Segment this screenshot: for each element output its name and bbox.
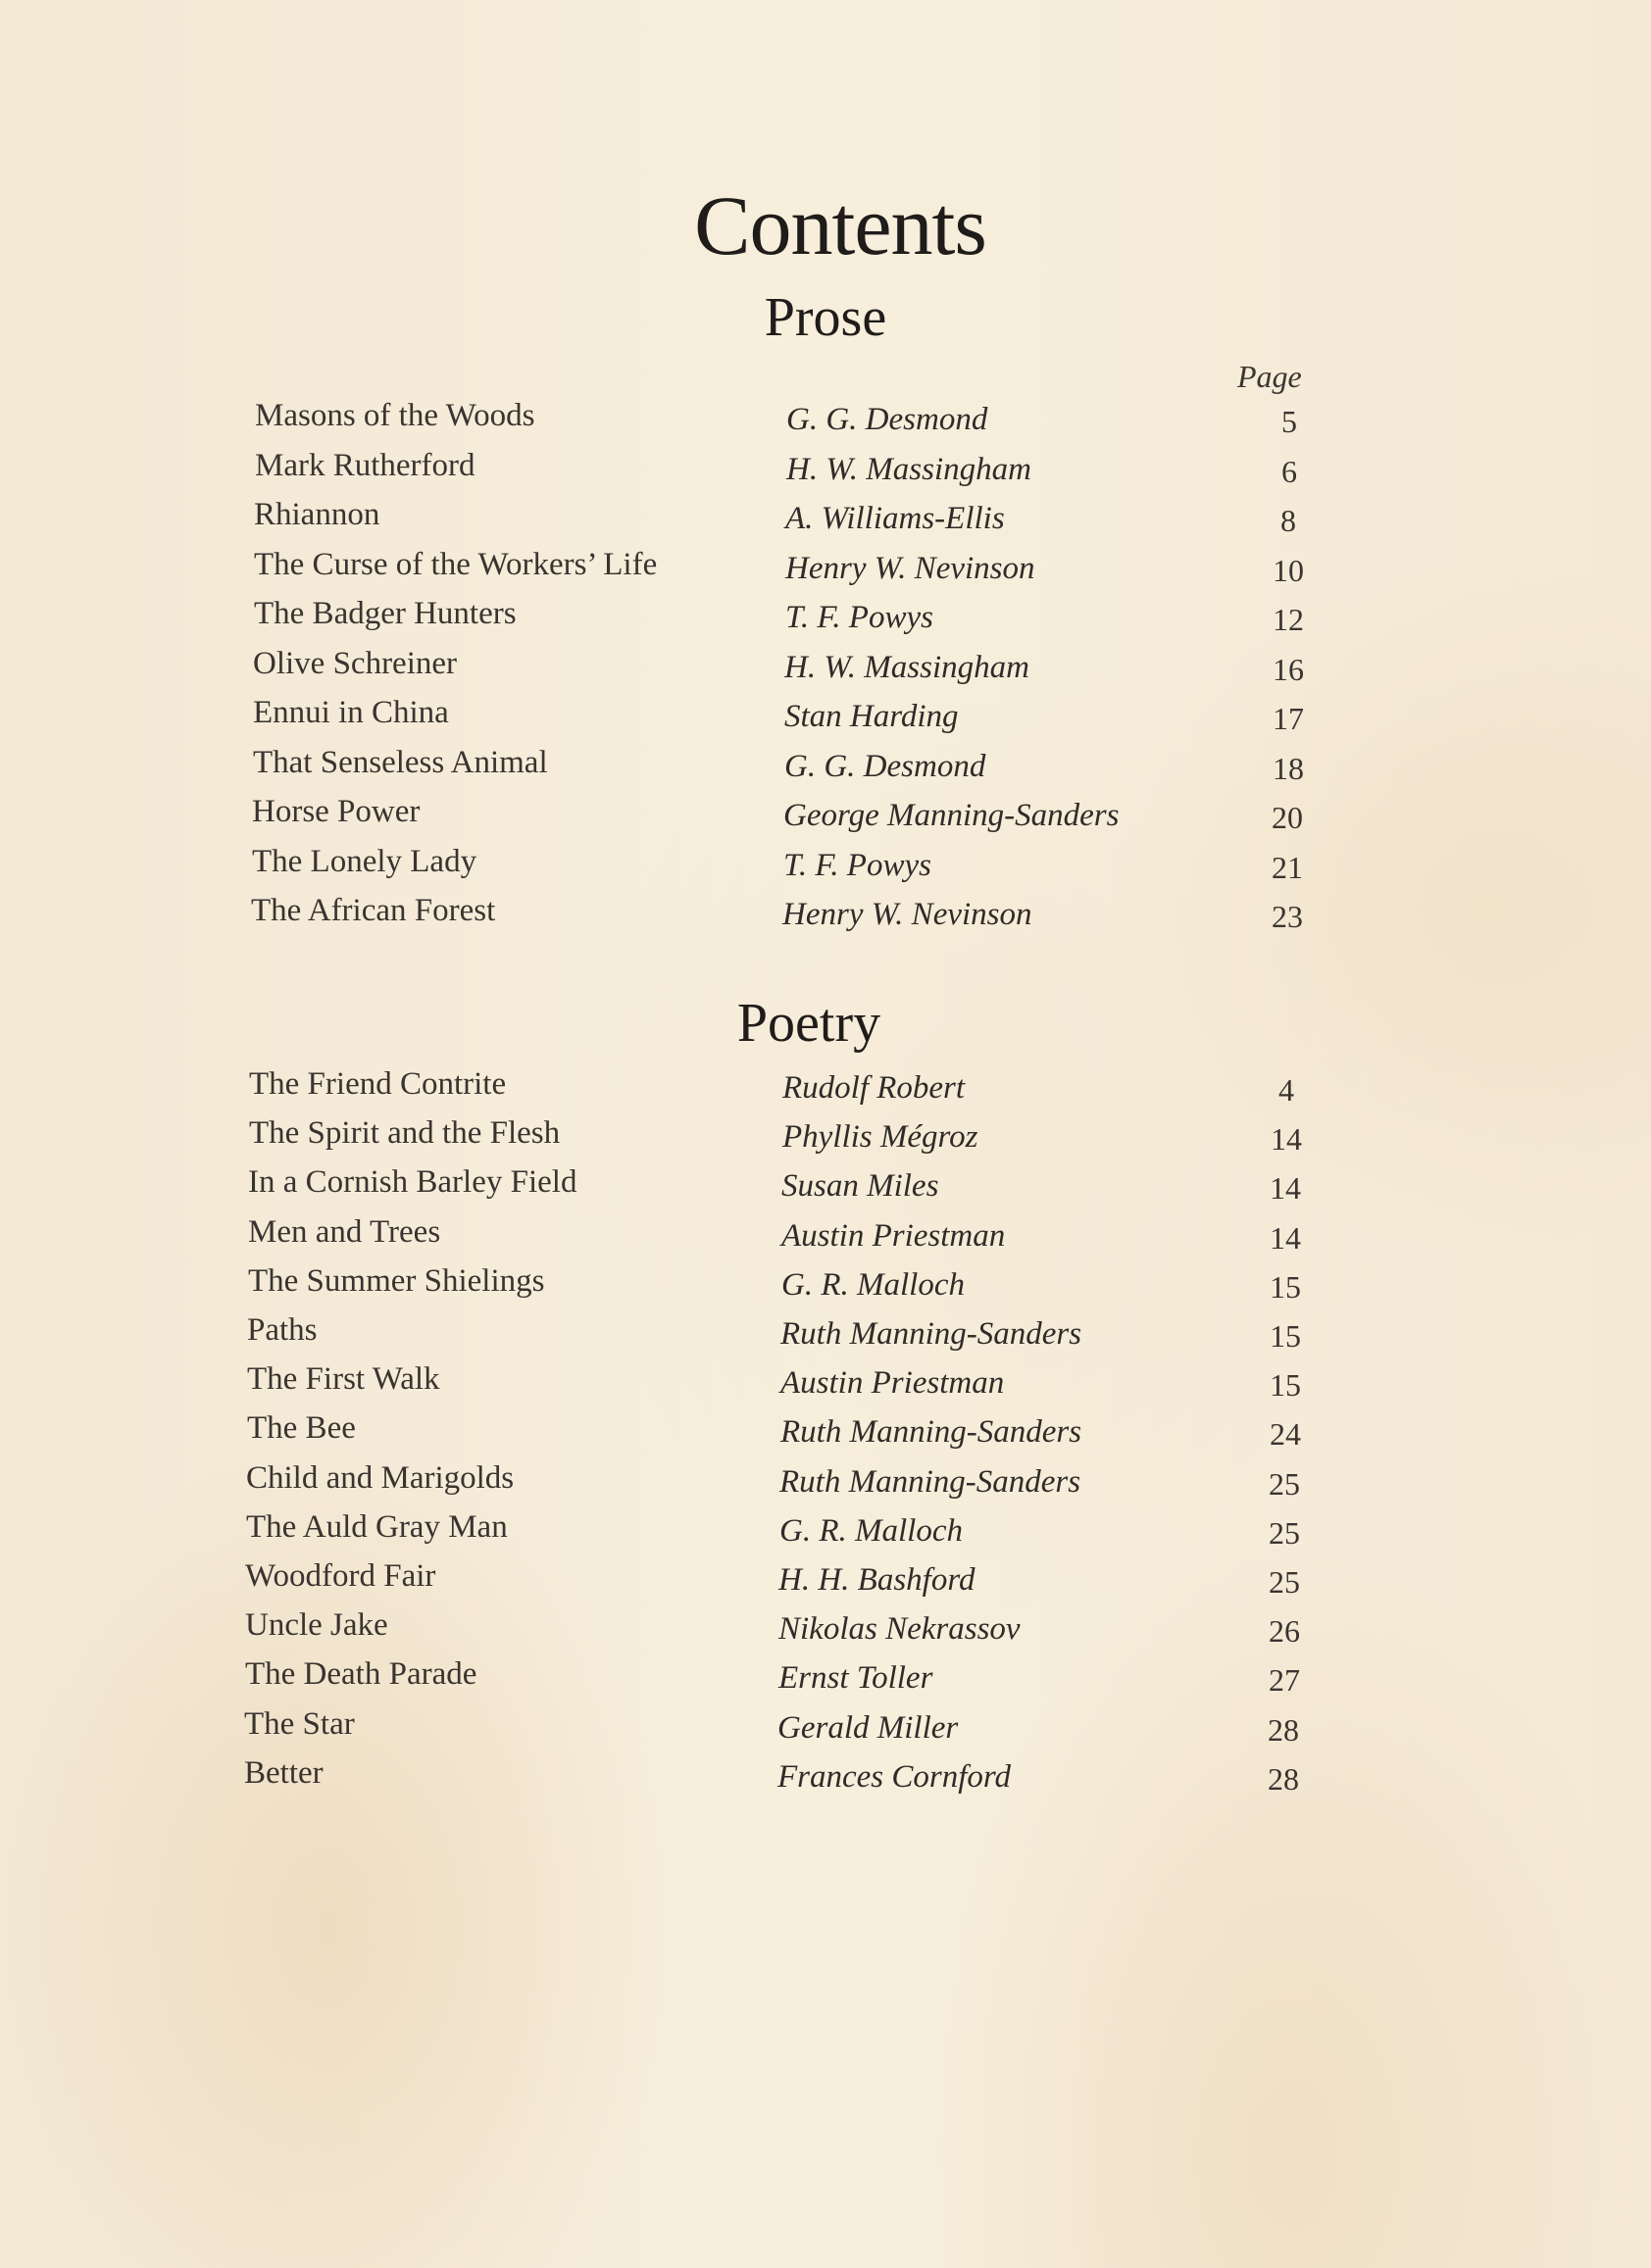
entry-author: G. G. Desmond <box>784 748 986 784</box>
prose-heading: Prose <box>764 287 887 348</box>
entry-author: T. F. Powys <box>783 847 931 883</box>
entry-title: Men and Trees <box>248 1213 441 1250</box>
entry-page-number: 14 <box>1270 1219 1301 1256</box>
entry-author: T. F. Powys <box>785 600 933 635</box>
entry-page-number: 15 <box>1270 1268 1301 1305</box>
entry-title: The Star <box>244 1705 355 1742</box>
page-title: Contents <box>694 178 986 272</box>
entry-author: H. W. Massingham <box>784 649 1029 685</box>
entry-author: Rudolf Robert <box>782 1070 966 1106</box>
poetry-heading: Poetry <box>736 993 881 1054</box>
entry-title: Uncle Jake <box>245 1607 388 1644</box>
entry-title: Olive Schreiner <box>253 645 458 681</box>
toc-entry <box>0 794 1651 843</box>
entry-title: The First Walk <box>247 1361 440 1398</box>
toc-entry <box>0 1214 1651 1263</box>
entry-title: That Senseless Animal <box>253 744 548 780</box>
entry-title: Paths <box>247 1312 318 1348</box>
entry-page-number: 8 <box>1280 503 1296 538</box>
toc-entry <box>0 497 1651 546</box>
entry-title: The Spirit and the Flesh <box>249 1115 561 1152</box>
entry-page-number: 14 <box>1270 1170 1301 1207</box>
entry-author: Henry W. Nevinson <box>785 550 1035 586</box>
entry-title: The Friend Contrite <box>249 1066 507 1102</box>
toc-entry <box>0 1656 1651 1705</box>
entry-page-number: 18 <box>1273 750 1304 786</box>
entry-title: Ennui in China <box>253 695 449 730</box>
toc-entry <box>0 596 1651 645</box>
toc-entry <box>0 1410 1651 1459</box>
entry-author: G. G. Desmond <box>786 402 988 437</box>
entry-author: Gerald Miller <box>777 1709 959 1746</box>
entry-author: A. Williams-Ellis <box>785 501 1005 536</box>
toc-entry <box>0 745 1651 794</box>
entry-page-number: 5 <box>1281 404 1297 439</box>
entry-author: Austin Priestman <box>780 1365 1005 1402</box>
entry-page-number: 28 <box>1268 1711 1299 1748</box>
entry-author: Nikolas Nekrassov <box>778 1611 1021 1648</box>
toc-entry <box>0 844 1651 893</box>
entry-author: Susan Miles <box>781 1168 939 1205</box>
toc-entry <box>0 398 1651 447</box>
entry-page-number: 28 <box>1268 1760 1299 1797</box>
entry-page-number: 20 <box>1272 800 1303 835</box>
entry-author: Ruth Manning-Sanders <box>780 1414 1082 1451</box>
entry-title: The Lonely Lady <box>252 843 477 879</box>
entry-page-number: 10 <box>1273 552 1304 588</box>
toc-entry <box>0 547 1651 596</box>
toc-entry <box>0 646 1651 695</box>
entry-author: Austin Priestman <box>781 1217 1006 1254</box>
entry-title: Woodford Fair <box>245 1558 436 1594</box>
entry-page-number: 4 <box>1278 1072 1294 1108</box>
toc-entry <box>0 448 1651 497</box>
entry-title: The Summer Shielings <box>248 1262 545 1299</box>
entry-page-number: 16 <box>1273 651 1304 687</box>
toc-entry <box>0 893 1651 942</box>
entry-page-number: 12 <box>1273 602 1304 637</box>
entry-page-number: 17 <box>1273 701 1304 736</box>
entry-page-number: 24 <box>1270 1416 1301 1453</box>
page-column-heading: Page <box>1237 359 1302 394</box>
toc-entry <box>0 1263 1651 1312</box>
entry-page-number: 15 <box>1270 1367 1301 1404</box>
entry-page-number: 23 <box>1272 899 1303 934</box>
toc-entry <box>0 1361 1651 1410</box>
toc-entry <box>0 1066 1651 1115</box>
entry-author: Ruth Manning-Sanders <box>779 1463 1081 1500</box>
entry-page-number: 15 <box>1270 1318 1301 1354</box>
entry-author: Ernst Toller <box>778 1660 933 1697</box>
entry-page-number: 21 <box>1272 849 1303 885</box>
entry-author: H. W. Massingham <box>786 451 1031 487</box>
toc-entry <box>0 1460 1651 1509</box>
entry-title: The Death Parade <box>245 1656 477 1693</box>
toc-entry <box>0 1706 1651 1755</box>
entry-author: George Manning-Sanders <box>783 798 1120 833</box>
entry-title: The African Forest <box>251 893 496 928</box>
entry-title: Better <box>244 1754 324 1791</box>
entry-page-number: 25 <box>1269 1465 1300 1502</box>
entry-page-number: 25 <box>1269 1564 1300 1600</box>
toc-entry <box>0 1607 1651 1656</box>
entry-author: Stan Harding <box>784 699 959 734</box>
toc-entry <box>0 695 1651 744</box>
entry-page-number: 6 <box>1281 453 1297 489</box>
entry-author: Henry W. Nevinson <box>782 897 1032 932</box>
toc-entry <box>0 1164 1651 1213</box>
entry-title: Mark Rutherford <box>255 447 475 483</box>
entry-page-number: 27 <box>1269 1662 1300 1699</box>
entry-title: Masons of the Woods <box>255 398 535 433</box>
entry-page-number: 26 <box>1269 1613 1300 1650</box>
entry-author: G. R. Malloch <box>779 1512 963 1549</box>
entry-page-number: 25 <box>1269 1514 1300 1551</box>
toc-entry <box>0 1312 1651 1361</box>
toc-entry <box>0 1509 1651 1558</box>
entry-title: In a Cornish Barley Field <box>248 1164 577 1201</box>
toc-entry <box>0 1558 1651 1607</box>
entry-title: The Curse of the Workers’ Life <box>254 546 658 582</box>
toc-entry <box>0 1755 1651 1804</box>
entry-author: Phyllis Mégroz <box>782 1119 978 1156</box>
entry-author: H. H. Bashford <box>778 1562 976 1598</box>
entry-author: Ruth Manning-Sanders <box>780 1316 1082 1352</box>
entry-title: The Bee <box>247 1410 356 1447</box>
entry-author: G. R. Malloch <box>781 1266 965 1303</box>
entry-title: The Badger Hunters <box>254 596 517 631</box>
entry-title: Rhiannon <box>254 497 380 532</box>
entry-title: Child and Marigolds <box>246 1459 515 1496</box>
entry-title: The Auld Gray Man <box>246 1508 508 1545</box>
entry-author: Frances Cornford <box>777 1758 1012 1795</box>
entry-page-number: 14 <box>1271 1121 1302 1158</box>
entry-title: Horse Power <box>252 794 421 829</box>
toc-entry <box>0 1115 1651 1164</box>
